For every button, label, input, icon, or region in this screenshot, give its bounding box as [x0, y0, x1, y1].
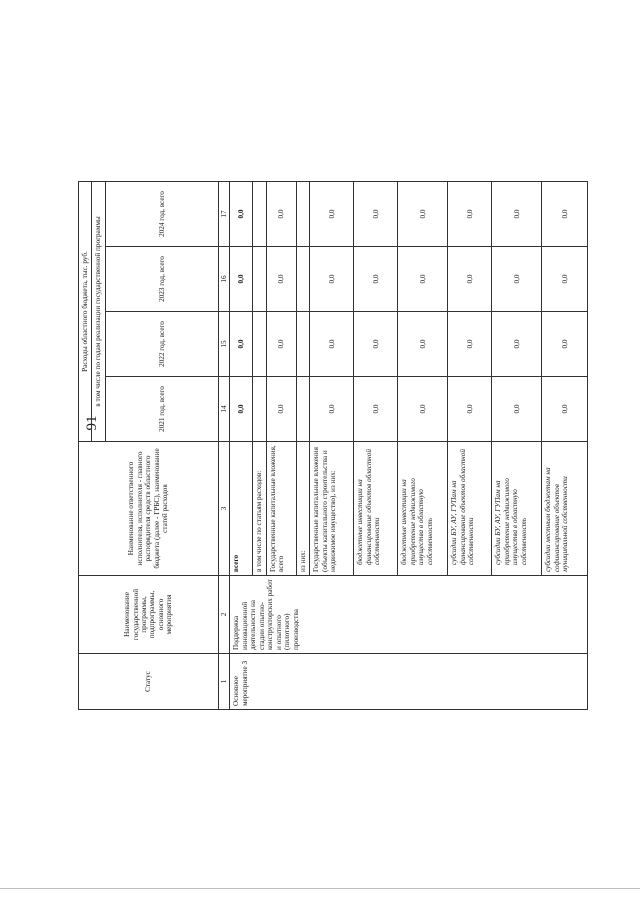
- header-year-2023: 2023 год, всего: [105, 247, 218, 312]
- cell-value: 0,0: [230, 377, 253, 442]
- program-cell: Поддержка инновационной деятельности на стадии опытно-конструкторских работ и опытного (пилотного) производства: [230, 576, 588, 654]
- row-label-capital-objects: Государственные капитальные вложения (объекты капитального строительства и недвижимое имущество), из них:: [310, 442, 354, 576]
- header-program: Наименование государственной программы, подпрограммы, основного мероприятия: [79, 576, 219, 654]
- cell-value: 0,0: [354, 377, 398, 442]
- header-year-2024: 2024 год, всего: [105, 181, 218, 246]
- header-expenses: Расходы областного бюджета, тыс. руб.: [79, 181, 92, 441]
- cell-value: [253, 247, 266, 312]
- cell-value: 0,0: [310, 247, 354, 312]
- col-number: 16: [218, 247, 229, 312]
- budget-table: [78, 181, 588, 710]
- cell-value: 0,0: [542, 181, 588, 246]
- cell-value: 0,0: [492, 377, 542, 442]
- row-label-of-them: из них:: [296, 442, 309, 576]
- cell-value: 0,0: [448, 181, 492, 246]
- budget-table-rotated: [78, 182, 571, 710]
- header-status: Статус: [79, 654, 219, 710]
- cell-value: 0,0: [398, 377, 448, 442]
- cell-value: 0,0: [266, 247, 296, 312]
- cell-value: 0,0: [492, 181, 542, 246]
- col-number: 17: [218, 181, 229, 246]
- cell-value: 0,0: [542, 312, 588, 377]
- header-year-2022: 2022 год, всего: [105, 312, 218, 377]
- cell-value: 0,0: [448, 377, 492, 442]
- cell-value: 0,0: [230, 312, 253, 377]
- row-label-subsidies-financing: субсидии БУ, АУ, ГУПам на финансирование объектов областной собственности: [448, 442, 492, 576]
- col-number: 1: [218, 654, 229, 710]
- cell-value: 0,0: [354, 247, 398, 312]
- cell-value: 0,0: [310, 377, 354, 442]
- cell-value: [253, 181, 266, 246]
- cell-value: 0,0: [448, 312, 492, 377]
- cell-value: 0,0: [398, 312, 448, 377]
- header-year-2021: 2021 год, всего: [105, 377, 218, 442]
- cell-value: 0,0: [448, 247, 492, 312]
- cell-value: [296, 247, 309, 312]
- cell-value: 0,0: [310, 181, 354, 246]
- row-label-by-articles: в том числе по статьям расходов:: [253, 442, 266, 576]
- row-label-subsidies-local-budgets: субсидии местным бюджетам на софинансирование объектов муниципальной собственности: [542, 442, 588, 576]
- cell-value: 0,0: [354, 312, 398, 377]
- cell-value: [296, 312, 309, 377]
- cell-value: 0,0: [398, 247, 448, 312]
- cell-value: [253, 312, 266, 377]
- cell-value: 0,0: [230, 181, 253, 246]
- cell-value: 0,0: [266, 312, 296, 377]
- cell-value: [253, 377, 266, 442]
- header-executor: Наименование ответственного исполнителя, исполнителя - главного распорядителя средств областного бюджета (далее - ГРБС), наименование статей расходов: [79, 442, 219, 576]
- cell-value: 0,0: [542, 377, 588, 442]
- col-number: 15: [218, 312, 229, 377]
- cell-value: 0,0: [492, 312, 542, 377]
- row-label-total: всего: [230, 442, 253, 576]
- row-label-budget-investments-acquisition: бюджетные инвестиции на приобретение недвижимого имущества в областную собственность: [398, 442, 448, 576]
- cell-value: 0,0: [266, 377, 296, 442]
- col-number: 3: [218, 442, 229, 576]
- cell-value: 0,0: [310, 312, 354, 377]
- row-label-subsidies-acquisition: субсидии БУ, АУ, ГУПам на приобретение недвижимого имущества в областную собственность: [492, 442, 542, 576]
- cell-value: 0,0: [542, 247, 588, 312]
- cell-value: 0,0: [266, 181, 296, 246]
- page-number: 91: [84, 415, 100, 431]
- cell-value: [296, 181, 309, 246]
- col-number: 2: [218, 576, 229, 654]
- cell-value: 0,0: [354, 181, 398, 246]
- col-number: 14: [218, 377, 229, 442]
- cell-value: 0,0: [398, 181, 448, 246]
- header-years-note: в том числе по годам реализации государственной программы: [92, 181, 105, 441]
- row-label-capital-investments: Государственные капитальные вложения, всего: [266, 442, 296, 576]
- row-label-budget-investments-financing: бюджетные инвестиции на финансирование объектов областной собственности: [354, 442, 398, 576]
- cell-value: 0,0: [230, 247, 253, 312]
- cell-value: [296, 377, 309, 442]
- status-cell: Основное мероприятие 3: [230, 654, 588, 710]
- cell-value: 0,0: [492, 247, 542, 312]
- page-bottom-rule: [0, 888, 640, 889]
